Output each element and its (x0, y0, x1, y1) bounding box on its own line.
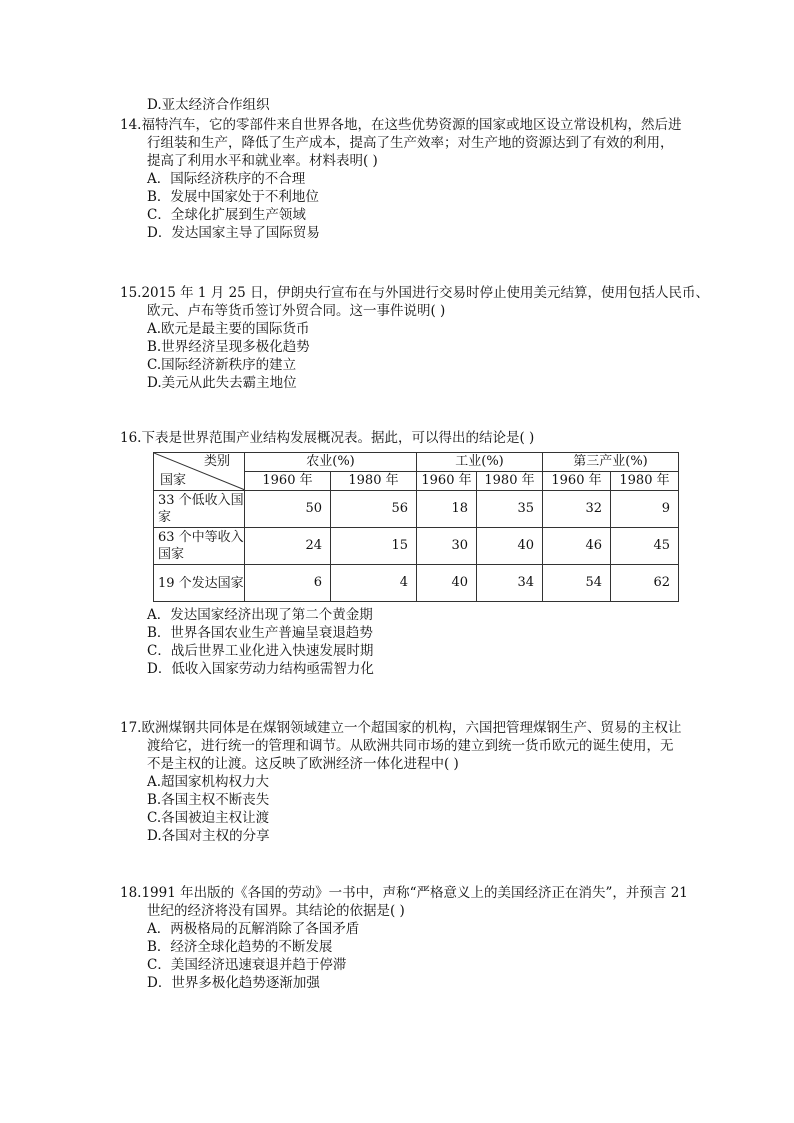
option-d: D．世界多极化趋势逐渐加强 (147, 975, 320, 991)
question-stem-line-3: 提高了利用水平和就业率。材料表明( ) (147, 153, 378, 169)
option-d: D.美元从此失去霸主地位 (147, 375, 297, 391)
option-b: B．世界各国农业生产普遍呈衰退趋势 (147, 625, 373, 641)
table-cell: 54 (543, 565, 611, 602)
question-17 (120, 719, 706, 845)
table-cell: 6 (245, 565, 331, 602)
table-cell: 35 (477, 491, 543, 528)
year-header: 1980 年 (331, 472, 417, 491)
table-cell: 40 (417, 565, 477, 602)
corner-label-category: 类别 (203, 454, 230, 469)
option-d: D.亚太经济合作组织 (147, 97, 270, 113)
table-row (154, 491, 679, 528)
option-b: B．经济全球化趋势的不断发展 (147, 939, 333, 955)
year-header: 1960 年 (245, 472, 331, 491)
corner-label-country: 国家 (160, 473, 187, 488)
year-header: 1960 年 (417, 472, 477, 491)
option-a: A．发达国家经济出现了第二个黄金期 (147, 607, 373, 623)
table-cell: 18 (417, 491, 477, 528)
row-label: 63 个中等收入国家 (154, 528, 245, 565)
question-stem-line-1: 17.欧洲煤钢共同体是在煤钢领域建立一个超国家的机构，六国把管理煤钢生产、贸易的主权让 (120, 720, 682, 736)
table-cell: 32 (543, 491, 611, 528)
table-cell: 30 (417, 528, 477, 565)
year-header: 1960 年 (543, 472, 611, 491)
question-stem-line-2: 世纪的经济将没有国界。其结论的依据是( ) (147, 903, 405, 919)
question-stem-line-1: 15.2015 年 1 月 25 日，伊朗央行宣布在与外国进行交易时停止使用美元结算，使用包括人民币、 (120, 285, 710, 301)
option-c: C．全球化扩展到生产领域 (147, 207, 306, 223)
option-a: A.欧元是最主要的国际货币 (147, 321, 310, 337)
option-a: A．两极格局的瓦解消除了各国矛盾 (147, 921, 360, 937)
table-row (154, 528, 679, 565)
question-stem-line-2: 行组装和生产，降低了生产成本，提高了生产效率；对生产地的资源达到了有效的利用， (147, 135, 674, 151)
year-header: 1980 年 (477, 472, 543, 491)
option-c: C.国际经济新秩序的建立 (147, 357, 297, 373)
group-header-industry: 工业(%) (417, 453, 543, 472)
table-cell: 15 (331, 528, 417, 565)
question-18 (120, 884, 706, 992)
table-corner-cell (154, 453, 245, 491)
group-header-agriculture: 农业(%) (245, 453, 417, 472)
option-b: B.各国主权不断丧失 (147, 792, 270, 808)
option-a: A.超国家机构权力大 (147, 774, 270, 790)
table-cell: 56 (331, 491, 417, 528)
option-c: C．战后世界工业化进入快速发展时期 (147, 643, 374, 659)
question-stem-line-2: 欧元、卢布等货币签订外贸合同。这一事件说明( ) (147, 303, 446, 319)
question-15 (120, 284, 710, 392)
option-b: B.世界经济呈现多极化趋势 (147, 339, 310, 355)
question-16-stem (120, 429, 706, 447)
option-d: D．低收入国家劳动力结构亟需智力化 (147, 661, 374, 677)
option-d: D．发达国家主导了国际贸易 (147, 225, 320, 241)
group-header-tertiary: 第三产业(%) (543, 453, 679, 472)
table-cell: 34 (477, 565, 543, 602)
option-d: D.各国对主权的分享 (147, 828, 270, 844)
question-stem-line-3: 不是主权的让渡。这反映了欧洲经济一体化进程中( ) (147, 756, 459, 772)
question-stem-line-1: 18.1991 年出版的《各国的劳动》一书中，声称“严格意义上的美国经济正在消失”，并预言 21 (120, 885, 688, 901)
question-14 (120, 116, 706, 242)
table-row (154, 565, 679, 602)
table-cell: 45 (611, 528, 679, 565)
table-cell: 46 (543, 528, 611, 565)
row-label: 33 个低收入国家 (154, 491, 245, 528)
industry-structure-table (153, 452, 679, 602)
year-header: 1980 年 (611, 472, 679, 491)
table-cell: 62 (611, 565, 679, 602)
question-16-options (120, 606, 706, 678)
row-label: 19 个发达国家 (154, 565, 245, 602)
option-b: B．发展中国家处于不利地位 (147, 189, 319, 205)
question-13-fragment (120, 96, 706, 114)
table-header-row (154, 453, 679, 472)
question-stem-line-1: 16.下表是世界范围产业结构发展概况表。据此，可以得出的结论是( ) (120, 430, 535, 446)
table-cell: 9 (611, 491, 679, 528)
table-cell: 4 (331, 565, 417, 602)
table-cell: 40 (477, 528, 543, 565)
option-c: C．美国经济迅速衰退并趋于停滞 (147, 957, 347, 973)
table-cell: 24 (245, 528, 331, 565)
question-stem-line-2: 渡给它，进行统一的管理和调节。从欧洲共同市场的建立到统一货币欧元的诞生使用，无 (147, 738, 674, 754)
option-c: C.各国被迫主权让渡 (147, 810, 270, 826)
question-stem-line-1: 14.福特汽车，它的零部件来自世界各地，在这些优势资源的国家或地区设立常设机构，然后进 (120, 117, 682, 133)
option-a: A．国际经济秩序的不合理 (147, 171, 306, 187)
table-cell: 50 (245, 491, 331, 528)
